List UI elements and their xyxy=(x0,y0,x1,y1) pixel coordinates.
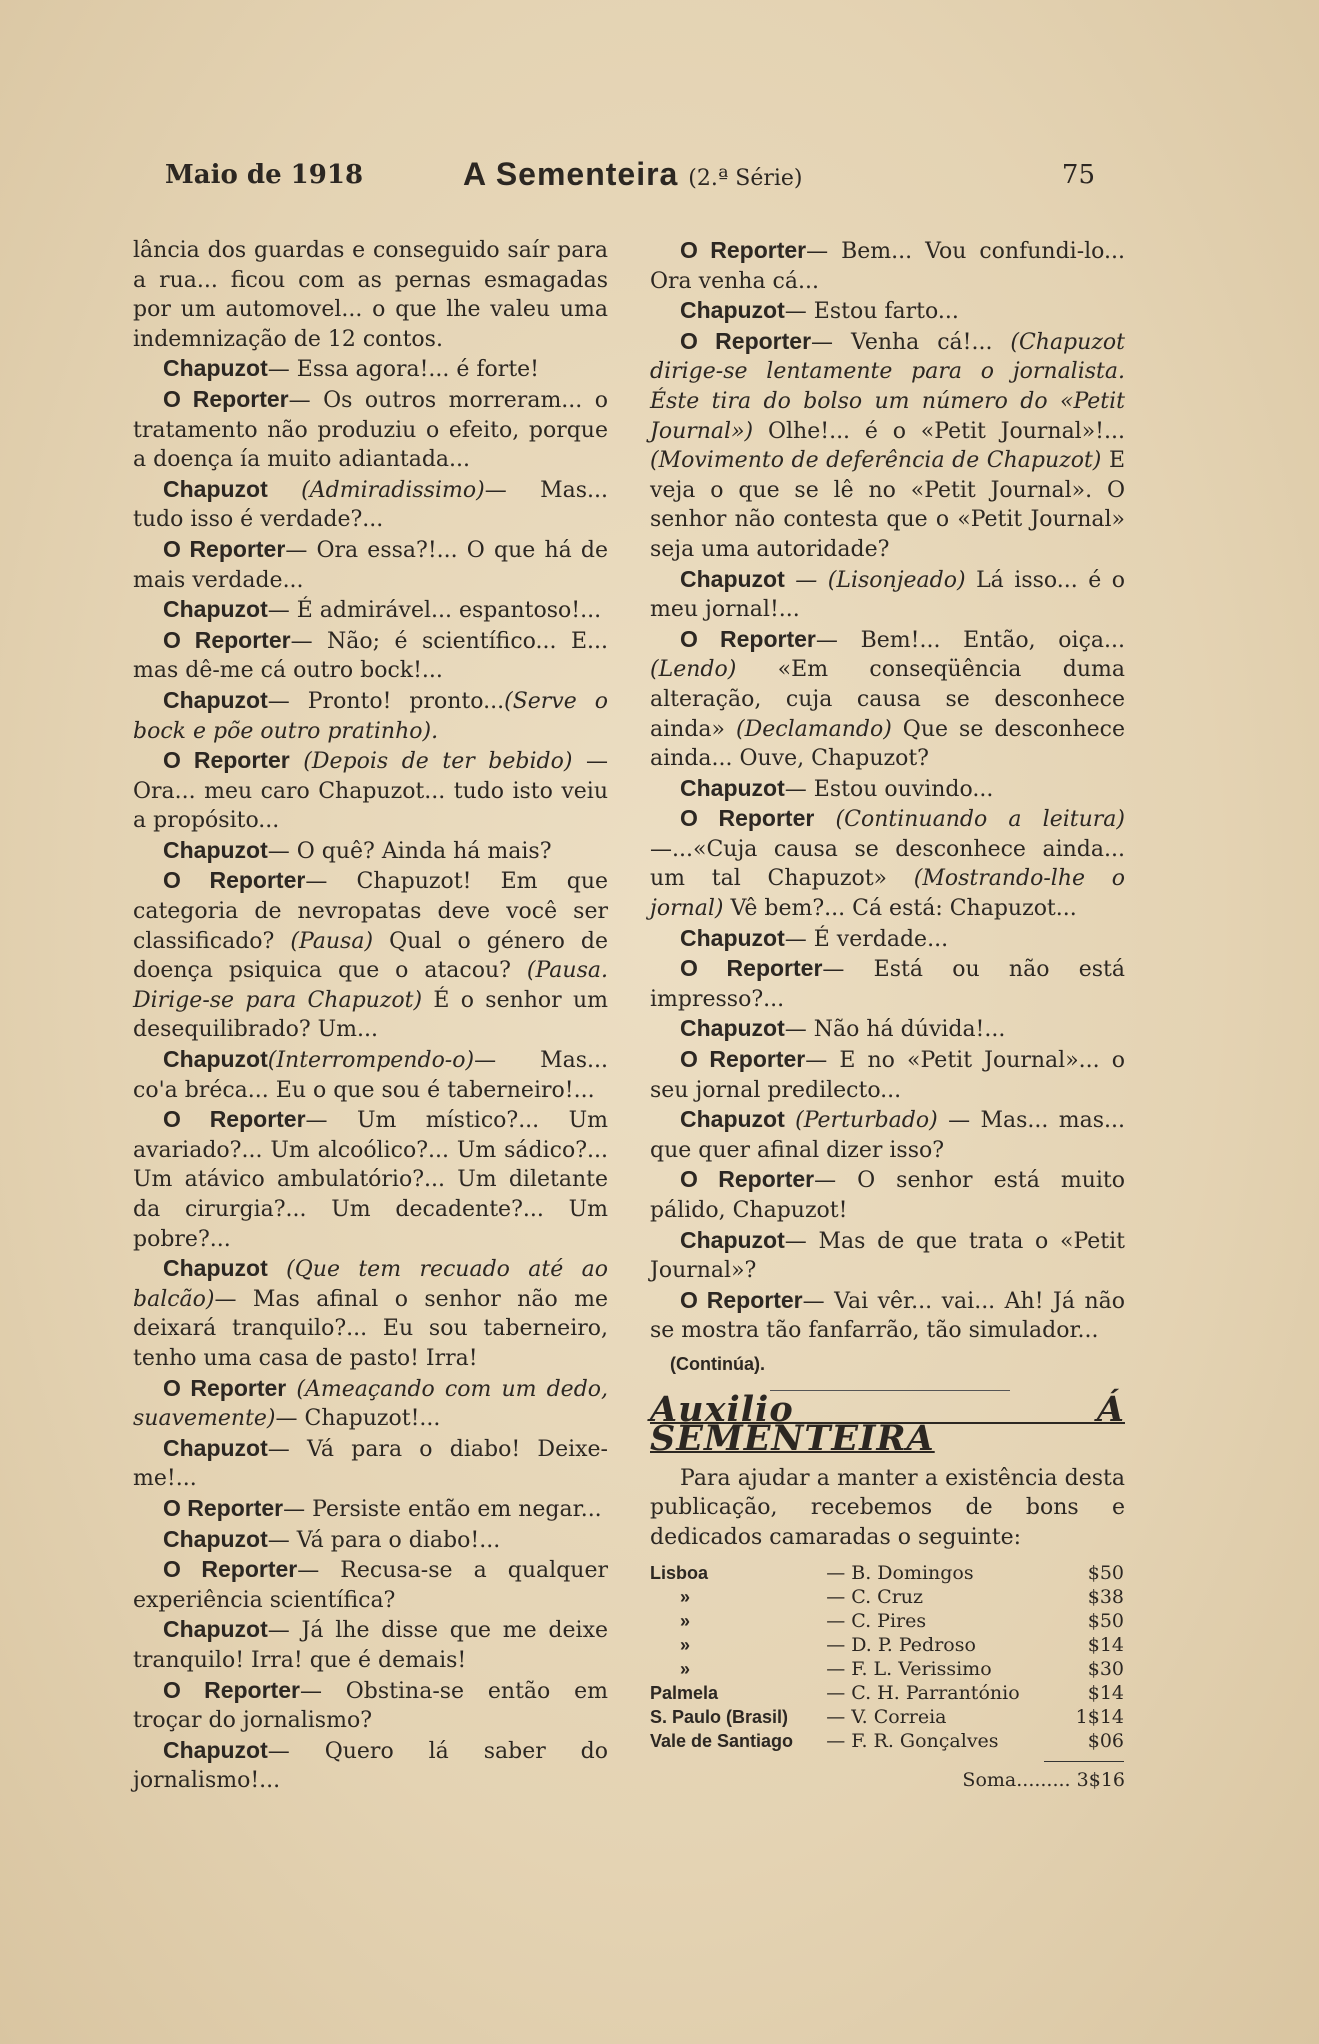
line-text: — O quê? Ainda há mais? xyxy=(267,838,552,864)
issue-date: Maio de 1918 xyxy=(165,160,364,190)
dialogue-line xyxy=(650,924,1125,955)
speaker: O Reporter xyxy=(163,385,289,412)
page-number: 75 xyxy=(1061,160,1095,190)
speaker: O Reporter xyxy=(163,1676,300,1703)
line-text: — Recusa-se a qualquer experiência scientífica? xyxy=(133,1558,608,1613)
dialogue-line xyxy=(133,595,608,626)
donor-place: Lisboa xyxy=(650,1562,709,1583)
line-text: — Estou ouvindo... xyxy=(784,776,994,802)
dialogue-line xyxy=(133,535,608,595)
speaker: O Reporter xyxy=(680,237,807,263)
line-text: Lá isso... é o meu jornal!... xyxy=(650,567,1125,623)
speaker: Chapuzot xyxy=(163,1434,268,1461)
dialogue-line xyxy=(133,1525,608,1556)
speaker: Chapuzot xyxy=(163,1525,268,1552)
stage-direction: (Declamando) xyxy=(736,716,892,742)
speaker: Chapuzot xyxy=(680,1015,785,1042)
line-text: — Mas... co'a bréca... Eu o que sou é taberneiro!... xyxy=(133,1048,608,1103)
stage-direction: (Chapuzot dirige-se lentamente para o jornalista. Éste tira do bolso um número do «Petit Journal») xyxy=(650,329,1125,444)
donation-amount: $50 xyxy=(1087,1609,1124,1632)
donor-place: » xyxy=(680,1634,691,1655)
line-text: — Não; é scientífico... E... mas dê-me cá outro bock!... xyxy=(133,628,608,684)
speaker: Chapuzot xyxy=(163,1046,268,1073)
table-row xyxy=(650,1561,1124,1585)
line-text: — Persiste então em negar... xyxy=(283,1496,602,1522)
line-text: Olhe!... é o «Petit Journal»!... xyxy=(767,418,1126,444)
line-text: — Está ou não está impresso?... xyxy=(650,957,1125,1012)
line-text: — É admirável... espantoso!... xyxy=(267,598,602,624)
donation-amount: $30 xyxy=(1087,1657,1124,1680)
speaker: O Reporter xyxy=(163,1556,298,1583)
speaker: O Reporter xyxy=(163,626,291,653)
speaker: Chapuzot xyxy=(680,297,785,324)
speaker: Chapuzot xyxy=(680,565,785,592)
speaker: O Reporter xyxy=(163,1494,284,1521)
line-text: — Obstina-se então em troçar do jornalismo? xyxy=(133,1678,608,1734)
table-row xyxy=(650,1585,1124,1609)
line-text: — O senhor está muito pálido, Chapuzot! xyxy=(650,1168,1125,1223)
donation-amount: $38 xyxy=(1087,1585,1124,1608)
sum-divider xyxy=(1044,1761,1124,1762)
stage-direction: (Admiradissimo) xyxy=(301,477,485,503)
speaker: Chapuzot xyxy=(163,836,268,863)
donor-name: — F. R. Gonçalves xyxy=(826,1729,999,1752)
stage-direction: (Pausa) xyxy=(290,928,374,954)
donation-amount: $14 xyxy=(1087,1633,1124,1656)
donor-place: Palmela xyxy=(650,1682,719,1703)
donor-name: — V. Correia xyxy=(826,1705,947,1728)
dialogue-line xyxy=(650,236,1125,296)
sum-label: Soma xyxy=(962,1768,1017,1791)
sum-value: 3$16 xyxy=(1076,1768,1125,1791)
donor-name: — F. L. Verissimo xyxy=(826,1657,992,1680)
dialogue-line xyxy=(133,746,608,836)
dialogue-line xyxy=(650,625,1125,774)
stage-direction: (Interrompendo-o) xyxy=(267,1048,475,1074)
stage-direction: (Ameaçando com um dedo, suavemente) xyxy=(133,1376,609,1432)
speaker: Chapuzot xyxy=(163,475,268,502)
stage-direction: (Depois de ter bebido) xyxy=(303,749,573,775)
line-text: — Pronto! pronto... xyxy=(267,688,505,714)
donation-amount: $06 xyxy=(1087,1729,1124,1752)
dialogue-line xyxy=(650,774,1125,805)
line-text: — Já lhe disse que me deixe tranquilo! Irra! que é demais! xyxy=(133,1618,608,1673)
donor-name: — C. Cruz xyxy=(826,1585,924,1608)
line-text: É o senhor um desequilibrado? Um... xyxy=(133,987,608,1043)
section-intro: Para ajudar a manter a existência desta publicação, recebemos de bons e dedicados camaradas o seguinte: xyxy=(650,1465,1125,1550)
line-text: — Vá para o diabo! Deixe-me!... xyxy=(133,1436,608,1492)
dialogue-line xyxy=(133,1254,608,1373)
dialogue-line xyxy=(133,1676,608,1736)
donation-amount: 1$14 xyxy=(1075,1705,1124,1728)
dialogue-line xyxy=(133,1105,608,1254)
line-text: — E no «Petit Journal»... o seu jornal predilecto... xyxy=(650,1048,1125,1103)
donor-place: Vale de Santiago xyxy=(650,1730,794,1751)
donation-amount: $14 xyxy=(1087,1681,1124,1704)
speaker: O Reporter xyxy=(680,1166,815,1193)
line-text: — Venha cá!... xyxy=(811,329,993,355)
stage-direction: (Que tem recuado até ao balcão) xyxy=(133,1257,609,1312)
dialogue-line xyxy=(650,1014,1125,1045)
dialogue-line xyxy=(650,296,1125,327)
line-text: — Essa agora!... é forte! xyxy=(267,357,540,383)
line-text: — Vai vêr... vai... Ah! Já não se mostra tão fanfarrão, tão simulador... xyxy=(650,1288,1125,1344)
stage-direction: (Continuando a leitura) xyxy=(835,807,1125,833)
stage-direction: (Movimento de deferência de Chapuzot) xyxy=(650,448,1102,474)
speaker: Chapuzot xyxy=(163,686,268,713)
speaker: Chapuzot xyxy=(163,596,268,623)
dialogue-line xyxy=(650,804,1125,923)
speaker: Chapuzot xyxy=(163,1736,268,1763)
line-text: — Mas... mas... que quer afinal dizer isso? xyxy=(650,1108,1125,1163)
donor-name: — D. P. Pedroso xyxy=(826,1633,976,1656)
line-text: — Mas... tudo isso é verdade?... xyxy=(133,477,608,533)
line-text: — Quero lá saber do jornalismo!... xyxy=(133,1738,608,1794)
dialogue-line xyxy=(133,1374,608,1434)
dialogue-line xyxy=(133,1494,608,1525)
series-label: (2.ª Série) xyxy=(688,166,803,191)
line-text: — Vá para o diabo!... xyxy=(267,1527,501,1553)
paragraph: lância dos guardas e conseguido saír para a rua... ficou com as pernas esmagadas por um automovel... o que lhe valeu uma indemnização de 12 contos. xyxy=(133,238,608,352)
donor-name: — B. Domingos xyxy=(826,1561,974,1584)
speaker: Chapuzot xyxy=(680,1226,785,1253)
line-text: —...«Cuja causa se desconhece ainda... um tal Chapuzot» xyxy=(650,836,1125,892)
line-text: — Ora... meu caro Chapuzot... tudo isto veiu a propósito... xyxy=(133,749,608,834)
line-text: Vê bem?... Cá está: Chapuzot... xyxy=(730,896,1077,922)
line-text: — Chapuzot!... xyxy=(275,1406,441,1432)
left-column xyxy=(133,236,608,1796)
speaker: Chapuzot xyxy=(163,1616,268,1643)
dialogue-line xyxy=(133,1555,608,1615)
dialogue-line xyxy=(650,1165,1125,1225)
sum-row: Soma......... 3$16 xyxy=(962,1768,1125,1791)
donor-name: — C. Pires xyxy=(826,1609,927,1632)
line-text: Que se desconhece ainda... Ouve, Chapuzot? xyxy=(650,716,1125,772)
dialogue-line xyxy=(133,1736,608,1796)
dialogue-line xyxy=(650,327,1125,565)
dialogue-line xyxy=(650,1226,1125,1286)
donor-place: » xyxy=(680,1610,691,1631)
line-text: — Bem!... Então, oiça... xyxy=(815,627,1125,653)
donor-place: » xyxy=(680,1658,691,1679)
stage-direction: (Perturbado) xyxy=(795,1108,938,1134)
stage-direction: (Lendo) xyxy=(650,657,737,683)
line-text: — É verdade... xyxy=(784,926,949,952)
speaker: O Reporter xyxy=(680,625,816,652)
dialogue-line xyxy=(650,1286,1125,1346)
line-text: — Os outros morreram... o tratamento não produziu o efeito, porque a doença ía muito adiantada... xyxy=(133,387,608,473)
line-text: — Mas de que trata o «Petit Journal»? xyxy=(650,1228,1125,1284)
speaker: O Reporter xyxy=(163,867,306,894)
speaker: O Reporter xyxy=(680,327,812,354)
speaker: O Reporter xyxy=(163,1106,306,1133)
dialogue-line xyxy=(133,836,608,867)
dialogue-line xyxy=(133,626,608,686)
dialogue-line xyxy=(650,1045,1125,1105)
dialogue-line xyxy=(650,954,1125,1014)
donations-table xyxy=(650,1561,1124,1753)
table-row xyxy=(650,1657,1124,1681)
title-text: A Sementeira xyxy=(463,156,679,192)
speaker: O Reporter xyxy=(680,805,815,832)
page-header xyxy=(165,152,1095,202)
speaker: O Reporter xyxy=(680,955,823,982)
line-text: — Ora essa?!... O que há de mais verdade... xyxy=(133,537,608,593)
line-text: — Não há dúvida!... xyxy=(784,1017,1006,1043)
stage-direction: (Mostrando-lhe o jornal) xyxy=(650,866,1125,922)
speaker: Chapuzot xyxy=(680,1106,785,1133)
dialogue-line xyxy=(133,1434,608,1494)
dialogue-line xyxy=(650,1105,1125,1165)
speaker: Chapuzot xyxy=(163,1255,268,1282)
speaker: O Reporter xyxy=(680,1046,806,1073)
table-row xyxy=(650,1729,1124,1753)
donor-place: » xyxy=(680,1586,691,1607)
line-text: Qual o género de doença psiquica que o atacou? xyxy=(133,928,608,984)
line-text: — Mas afinal o senhor não me deixará tranquilo?... Eu sou taberneiro, tenho uma casa de pasto! Irra! xyxy=(133,1286,608,1371)
donor-name: — C. H. Parrantónio xyxy=(826,1681,1020,1704)
donor-place: S. Paulo (Brasil) xyxy=(650,1706,789,1727)
table-row xyxy=(650,1705,1124,1729)
table-row xyxy=(650,1609,1124,1633)
line-text: «Em conseqüência duma alteração, cuja causa se desconhece ainda» xyxy=(650,657,1125,742)
stage-direction: — (Lisonjeado) xyxy=(795,567,966,593)
table-row xyxy=(650,1681,1124,1705)
continued-note: (Continúa). xyxy=(670,1353,765,1374)
speaker: O Reporter xyxy=(163,747,290,774)
speaker: O Reporter xyxy=(163,1374,287,1401)
section-title: Auxilio Á SEMENTEIRA xyxy=(650,1388,1125,1460)
line-text: — Chapuzot! Em que categoria de nevropatas deve você ser classificado? xyxy=(133,869,609,954)
dialogue-line xyxy=(133,385,608,475)
publication-title xyxy=(463,156,803,193)
dialogue-line xyxy=(650,565,1125,625)
donation-amount: $50 xyxy=(1087,1561,1124,1584)
line-text: — Um místico?... Um avariado?... Um alcoólico?... Um sádico?... Um atávico ambulatório?... Um diletante da cirurgia?... Um decadente?... Um pobre?... xyxy=(133,1108,608,1252)
speaker: Chapuzot xyxy=(680,774,785,801)
line-text: — Estou farto... xyxy=(784,299,959,325)
right-column xyxy=(650,236,1125,1795)
stage-direction: (Serve o bock e põe outro pratinho). xyxy=(133,688,608,744)
dialogue-line xyxy=(133,686,608,746)
dialogue-line xyxy=(133,1615,608,1675)
table-row xyxy=(650,1633,1124,1657)
stage-direction: (Pausa. Dirige-se para Chapuzot) xyxy=(133,958,608,1013)
speaker: O Reporter xyxy=(163,535,286,562)
speaker: Chapuzot xyxy=(680,924,785,951)
dialogue-line xyxy=(133,354,608,385)
dialogue-line xyxy=(133,1045,608,1105)
dialogue-line xyxy=(133,475,608,535)
speaker: O Reporter xyxy=(680,1286,803,1313)
dialogue-line xyxy=(133,866,608,1045)
line-text: E veja o que se lê no «Petit Journal». O senhor não contesta que o «Petit Journal» seja uma autoridade? xyxy=(650,448,1125,562)
line-text: — Bem... Vou confundi-lo... Ora venha cá... xyxy=(650,239,1125,294)
speaker: Chapuzot xyxy=(163,355,268,382)
